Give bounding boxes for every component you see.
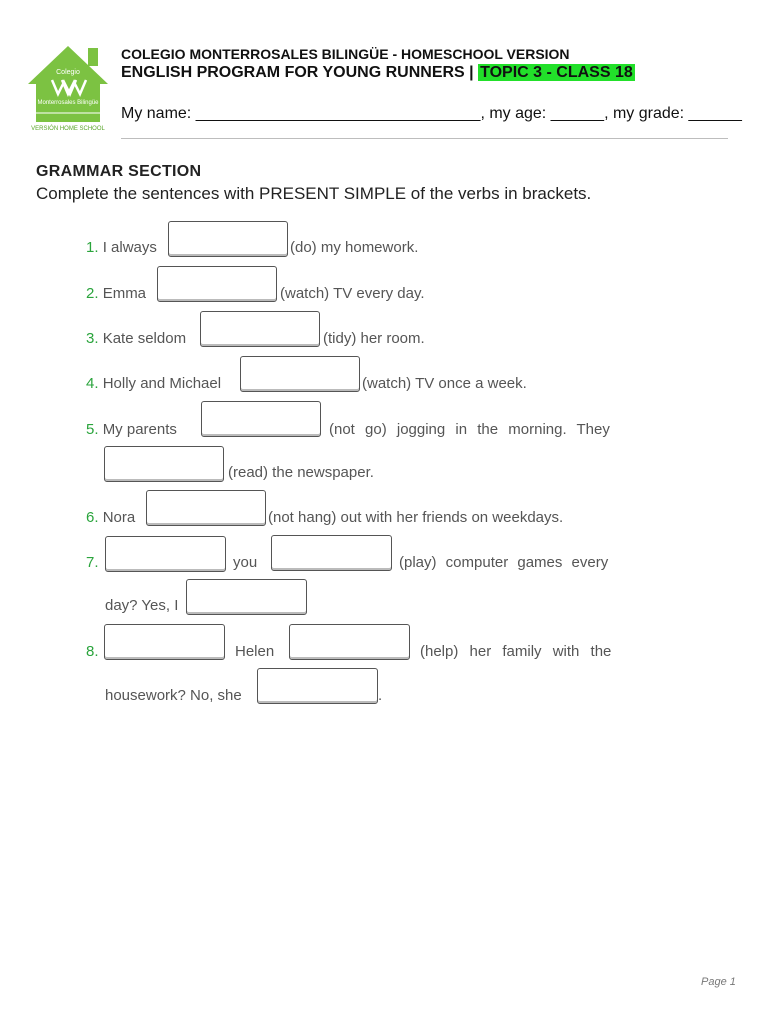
exercise-5-part-b: (not go) jogging in the morning. They: [329, 421, 610, 438]
exercise-8-part-d: .: [378, 687, 383, 704]
answer-box-8b[interactable]: [289, 624, 410, 660]
program-title: [121, 64, 635, 82]
school-logo: [26, 44, 110, 132]
topic-badge: TOPIC 3 - CLASS 18: [480, 64, 633, 81]
exercise-5-part-c: (read) the newspaper.: [228, 464, 374, 481]
exercise-5-part-a: My parents: [102, 421, 177, 438]
answer-box-2[interactable]: [157, 266, 277, 302]
answer-box-4[interactable]: [240, 356, 360, 392]
exercise-number: 1.: [86, 239, 99, 256]
exercise-3-text: [86, 330, 186, 347]
school-title: COLEGIO MONTERROSALES BILINGÜE - HOMESCHOOL VERSION: [121, 46, 570, 62]
answer-box-8c[interactable]: [257, 668, 378, 704]
answer-box-5b[interactable]: [104, 446, 224, 482]
page-number: Page 1: [701, 976, 736, 988]
exercise-number: 8.: [86, 643, 99, 660]
exercise-3-part-a: Kate seldom: [102, 330, 187, 347]
exercise-7-number: [86, 554, 99, 571]
exercise-6-part-b: (not hang) out with her friends on weekdays.: [268, 509, 564, 526]
exercise-4-text: [86, 375, 221, 392]
logo-sub-text: VERSIÓN HOME SCHOOL: [31, 126, 105, 132]
exercise-4-part-a: Holly and Michael: [102, 375, 222, 392]
exercise-4-part-b: (watch) TV once a week.: [362, 375, 527, 392]
exercise-number: 5.: [86, 421, 99, 438]
header-divider: [121, 138, 728, 139]
exercise-2-part-b: (watch) TV every day.: [280, 285, 425, 302]
exercise-number: 2.: [86, 285, 99, 302]
answer-box-5a[interactable]: [201, 401, 321, 437]
exercise-7-part-b: (play) computer games every: [399, 554, 609, 571]
logo-name-text: Monterrosales Bilingüe: [37, 100, 99, 106]
exercise-8-part-c: housework? No, she: [105, 687, 242, 704]
answer-box-7a[interactable]: [105, 536, 226, 572]
answer-box-8a[interactable]: [104, 624, 225, 660]
exercise-1-part-a: I always: [102, 239, 157, 256]
exercise-2-text: [86, 285, 146, 302]
answer-box-3[interactable]: [200, 311, 320, 347]
exercise-8-part-a: Helen: [235, 643, 275, 660]
exercise-number: 6.: [86, 509, 99, 526]
exercise-8-number: [86, 643, 99, 660]
exercise-7-part-c: day? Yes, I: [105, 597, 179, 614]
answer-box-7c[interactable]: [186, 579, 307, 615]
exercise-number: 4.: [86, 375, 99, 392]
exercise-1-text: [86, 239, 157, 256]
instruction: Complete the sentences with PRESENT SIMPLE of the verbs in brackets.: [36, 184, 592, 203]
exercise-2-part-a: Emma: [102, 285, 147, 302]
exercise-5-text: [86, 421, 177, 438]
student-info-line: My name: ________________________________, my age: ______, my grade: ______: [121, 105, 742, 122]
exercise-3-part-b: (tidy) her room.: [323, 330, 425, 347]
exercise-6-text: [86, 509, 135, 526]
program-name: ENGLISH PROGRAM FOR YOUNG RUNNERS |: [121, 64, 474, 81]
exercise-8-part-b: (help) her family with the: [420, 643, 612, 660]
answer-box-6[interactable]: [146, 490, 266, 526]
logo-top-text: Colegio: [56, 69, 80, 76]
answer-box-1[interactable]: [168, 221, 288, 257]
exercise-7-part-a: you: [233, 554, 258, 571]
exercise-6-part-a: Nora: [102, 509, 136, 526]
exercise-number: 3.: [86, 330, 99, 347]
answer-box-7b[interactable]: [271, 535, 392, 571]
section-title: GRAMMAR SECTION: [36, 163, 202, 180]
exercise-1-part-b: (do) my homework.: [290, 239, 419, 256]
exercise-number: 7.: [86, 554, 99, 571]
